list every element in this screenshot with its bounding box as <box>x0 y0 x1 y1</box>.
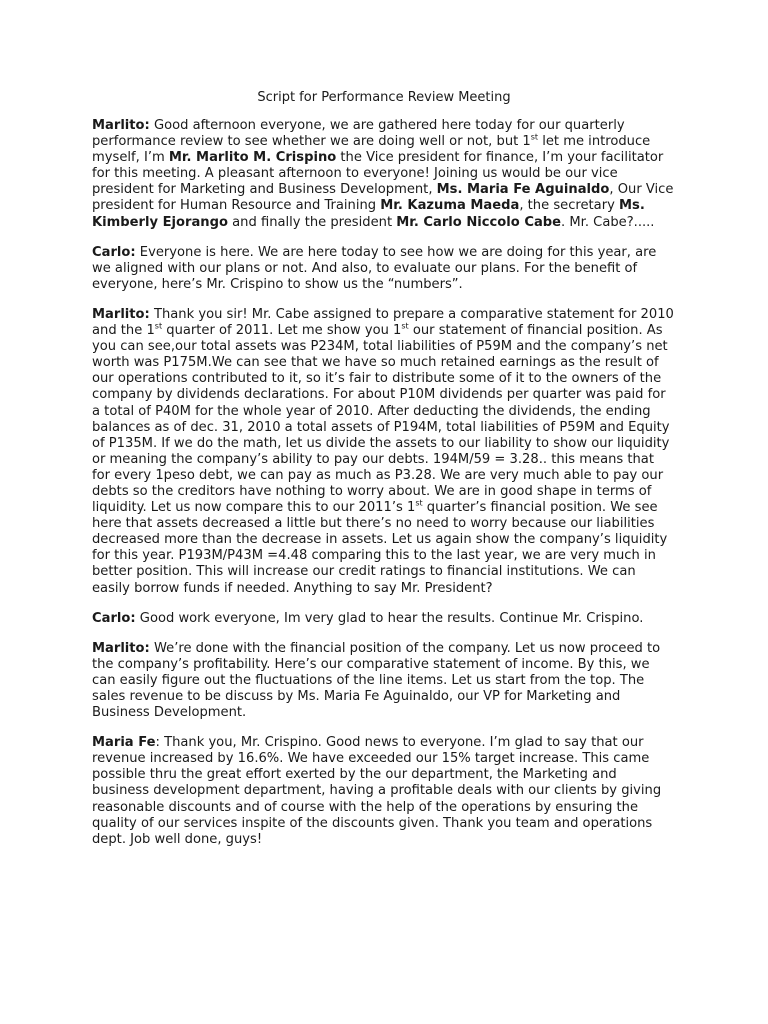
dialogue-text: Good work everyone, Im very glad to hear the results. Continue Mr. Crispino. <box>139 610 644 626</box>
dialogue-text: Good afternoon everyone, we are gathered here today for our quarterly performance review to see whether we are doing well or not, but 1 <box>92 118 625 150</box>
dialogue-text: the Vice president for finance, I’m your facilitator for this meeting. A pleasant afternoon to everyone! Joining us would be our vice president for Marketing and Business Development, <box>92 150 664 198</box>
speaker-name: Marlito: <box>92 118 150 133</box>
dialogue-paragraph <box>92 611 676 627</box>
document-title: Script for Performance Review Meeting <box>257 90 511 105</box>
ordinal-suffix: st <box>530 132 539 142</box>
dialogue-text: quarter of 2011. Let me show you 1 <box>162 323 402 339</box>
speaker-name: Marlito: <box>92 306 150 322</box>
person-name: Mr. Marlito M. Crispino <box>168 150 337 166</box>
person-name: Ms. Kimberly Ejorango <box>92 198 645 230</box>
script-body <box>92 118 676 848</box>
dialogue-text: Thank you sir! Mr. Cabe assigned to prepare a comparative statement for 2010 and the 1 <box>92 306 674 339</box>
ordinal-suffix: st <box>401 321 409 331</box>
dialogue-text: , Our Vice president for Human Resource and Training <box>92 182 674 214</box>
person-name: Ms. Maria Fe Aguinaldo <box>436 182 610 198</box>
person-name: Mr. Kazuma Maeda <box>380 198 520 214</box>
speaker-name: Maria Fe <box>92 735 156 751</box>
dialogue-text: quarter’s financial position. We see here that assets decreased a little but there’s no need to worry because our liabilities decreased more than the decrease in assets. Let us again show the company’s liquidity for this year. P193M/P43M =4.48 comparing this to the last year, we are very much in better position. This will increase our credit ratings to financial institutions. We can easily borrow funds if needed. Anything to say Mr. President? <box>92 500 668 596</box>
dialogue-text: We’re done with the financial position of the company. Let us now proceed to the company’s profitability. Here’s our comparative statement of income. By this, we can easily figure out the fluctuations of the line items. Let us start from the top. The sales revenue to be discuss by Ms. Maria Fe Aguinaldo, our VP for Marketing and Business Development. <box>92 640 661 721</box>
dialogue-paragraph <box>92 118 676 231</box>
dialogue-text: : Thank you, Mr. Crispino. Good news to everyone. I’m glad to say that our revenue increased by 16.6%. We have exceeded our 15% target increase. This came possible thru the great effort exerted by the our department, the Marketing and business development department, having a profitable deals with our clients by giving reasonable discounts and of course with the help of the operations by ensuring the quality of our services inspite of the discounts given. Thank you team and operations dept. Job well done, guys! <box>92 735 662 847</box>
dialogue-text: , the secretary <box>519 198 619 214</box>
ordinal-suffix: st <box>415 498 423 508</box>
dialogue-text: our statement of financial position. As you can see,our total assets was P234M, total liabilities of P59M and the company’s net worth was P175M.We can see that we have so much retained earnings as the result of our operations contributed to it, so it’s fair to distribute some of it to the owners of the company by dividends declarations. For about P10M dividends per quarter was paid for a total of P40M for the whole year of 2010. After deducting the dividends, the ending balances as of dec. 31, 2010 a total assets of P194M, total liabilities of P59M and Equity of P135M. If we do the math, let us divide the assets to our liability to show our liquidity or meaning the company’s ability to pay our debts. 194M/59 = 3.28.. this means that for every 1peso debt, we can pay as much as P3.28. We are very much able to pay our debts so the creditors have nothing to worry about. We are in good shape in terms of liquidity. Let us now compare this to our 2011’s 1 <box>92 323 670 516</box>
speaker-name: Carlo: <box>92 610 136 626</box>
speaker-name: Carlo: <box>92 244 136 260</box>
ordinal-suffix: st <box>154 321 163 331</box>
dialogue-text: and finally the president <box>227 214 397 230</box>
dialogue-text: let me introduce myself, I’m <box>92 134 651 166</box>
person-name: Mr. Carlo Niccolo Cabe <box>396 214 562 230</box>
dialogue-text: . Mr. Cabe?..... <box>561 214 655 230</box>
dialogue-paragraph <box>92 245 676 293</box>
dialogue-paragraph <box>92 641 676 721</box>
dialogue-text: Everyone is here. We are here today to see how we are doing for this year, are we aligned with our plans or not. And also, to evaluate our plans. For the benefit of everyone, here’s Mr. Crispino to show us the “numbers”. <box>92 244 657 292</box>
dialogue-paragraph <box>92 735 676 848</box>
speaker-name: Marlito: <box>92 640 150 656</box>
dialogue-paragraph <box>92 307 676 597</box>
